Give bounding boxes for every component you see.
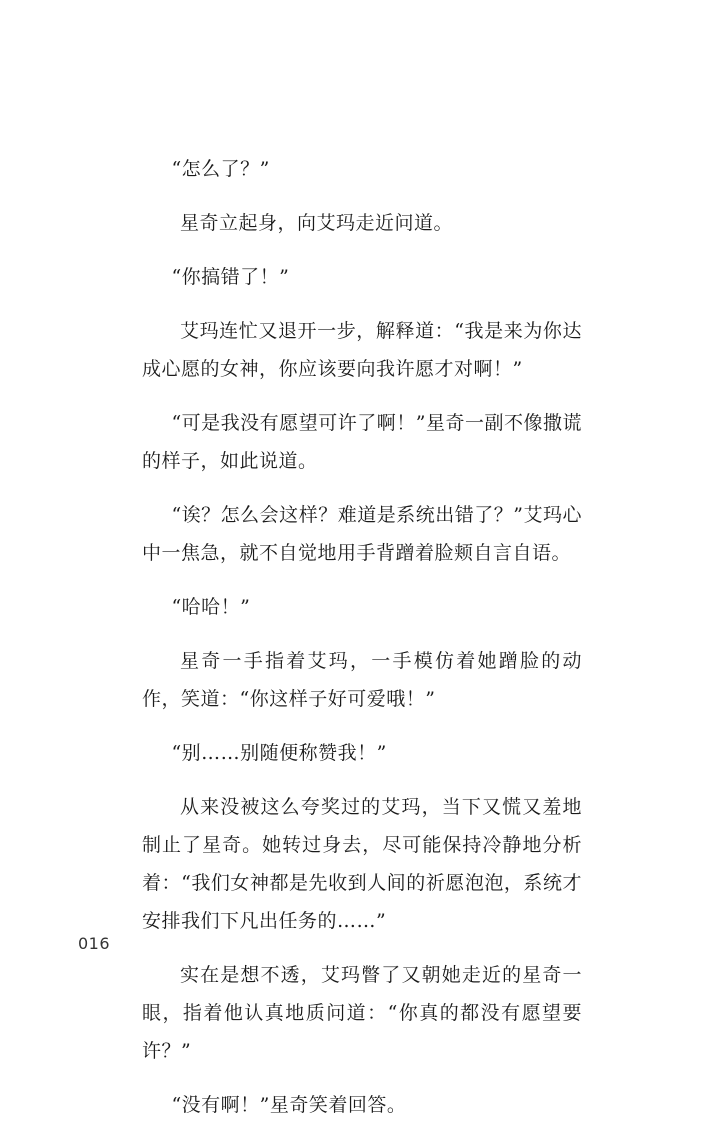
paragraph: 从来没被这么夸奖过的艾玛，当下又慌又羞地制止了星奇。她转过身去，尽可能保持冷静地分析着：“我们女神都是先收到人间的祈愿泡泡，系统才安排我们下凡出任务的……” bbox=[142, 796, 582, 932]
body-text bbox=[142, 150, 582, 1140]
paragraph: “没有啊！”星奇笑着回答。 bbox=[171, 1094, 407, 1116]
paragraph: “可是我没有愿望可许了啊！”星奇一副不像撒谎的样子，如此说道。 bbox=[142, 412, 582, 472]
paragraph: “别……别随便称赞我！” bbox=[171, 742, 387, 764]
paragraph: “你搞错了！” bbox=[171, 266, 290, 288]
paragraph: “怎么了？” bbox=[171, 158, 270, 180]
paragraph: 实在是想不透，艾玛瞥了又朝她走近的星奇一眼，指着他认真地质问道：“你真的都没有愿望要许？” bbox=[142, 964, 582, 1062]
paragraph: 星奇一手指着艾玛，一手模仿着她蹭脸的动作，笑道：“你这样子好可爱哦！” bbox=[142, 650, 582, 710]
paragraph: “诶？怎么会这样？难道是系统出错了？”艾玛心中一焦急，就不自觉地用手背蹭着脸颊自言自语。 bbox=[142, 504, 582, 564]
paragraph: “哈哈！” bbox=[171, 596, 251, 618]
paragraph: 星奇立起身，向艾玛走近问道。 bbox=[180, 212, 454, 234]
page-number: 016 bbox=[78, 934, 111, 953]
paragraph: 艾玛连忙又退开一步，解释道：“我是来为你达成心愿的女神，你应该要向我许愿才对啊！” bbox=[142, 320, 582, 380]
